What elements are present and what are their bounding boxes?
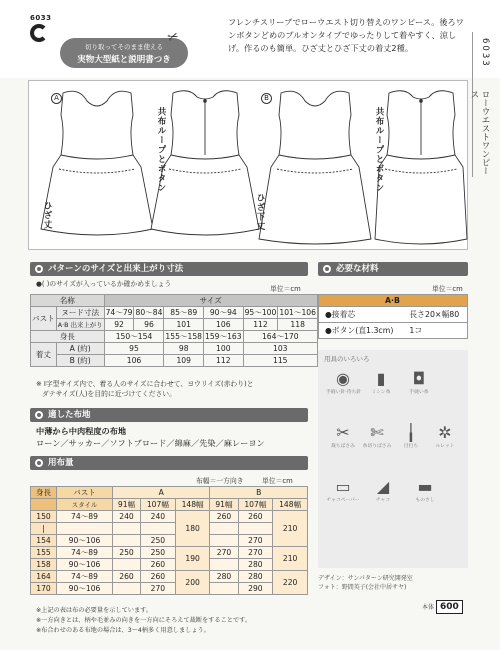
row-b: B (約) [56, 355, 104, 367]
credits [318, 574, 468, 592]
material-interfacing: ●接着芯 [319, 307, 404, 323]
yardage-col-a: A [113, 487, 210, 499]
table-row: 164 74〜89 260 260 200 280 280 220 [31, 571, 308, 583]
row-height: 身長 [31, 331, 105, 343]
ab-cell: 96 [134, 319, 164, 331]
material-button: ●ボタン(直1.3cm) [319, 323, 404, 339]
promo-line1: 切り取ってそのまま使える [85, 43, 163, 51]
size-table [30, 294, 318, 367]
row-length: 着丈 [31, 343, 57, 367]
tracing-wheel-icon: ✲ [438, 423, 452, 442]
price-prefix: 本体 [422, 604, 435, 611]
chalk-icon: ◢ [376, 477, 390, 496]
height-cell: 159〜163 [205, 332, 242, 341]
price-badge: 600 [436, 600, 463, 614]
tool-item: ▬ ものさし [408, 476, 442, 504]
tool-item: ◉ 手縫い針·待ち針 [326, 369, 362, 395]
tool-item: ✂ 裁ちばさみ [326, 422, 360, 450]
yardage-unit-note: 布幅＝一方向き [196, 477, 244, 485]
length-b-cell: 106 [104, 355, 164, 367]
length-b-cell: 109 [164, 355, 204, 367]
yardage-note: ※一方向きとは、柄や毛並みの向きを一方向にそろえて裁断をすることです。 [36, 617, 252, 624]
loop-button-label-a: 共布ループとボタン [156, 107, 166, 193]
thread-scissors-icon: ✄ [370, 423, 384, 442]
materials-unit: 単位＝cm [432, 285, 463, 293]
pattern-code: 6033 [30, 14, 52, 22]
nude-cell: 74〜79 [105, 308, 133, 317]
tool-item: ▭ チャコペーパー [326, 477, 360, 503]
dress-a-front [41, 91, 153, 235]
width-cell: 91幅 [210, 499, 238, 511]
nude-cell: 80〜84 [135, 308, 163, 317]
tool-item: ◘ 手縫い糸 [402, 368, 436, 396]
width-cell: 148幅 [175, 499, 210, 511]
fabric-list: ローン／サッカー／ソフトブロード／綿麻／先染／麻レーヨン [36, 438, 265, 448]
size-col-size: サイズ [104, 295, 317, 307]
table-row: | [31, 523, 308, 535]
loop-button-label-b: 共布ループとボタン [374, 107, 384, 193]
nude-cell: 101〜106 [279, 308, 316, 317]
yardage-section-header: 用布量 [30, 456, 308, 470]
length-b-cell: 115 [243, 355, 317, 367]
table-row: 170 90〜106 270 290 [31, 583, 308, 595]
length-a-cell: 98 [164, 343, 204, 355]
width-cell: 107幅 [141, 499, 176, 511]
button-mark-a [203, 99, 207, 103]
spine-label [469, 32, 494, 177]
button-mark-b [419, 99, 423, 103]
row-bust: バスト [31, 307, 57, 331]
table-row: 154 90〜106 250 270 [31, 535, 308, 547]
row-ab-finished: A·B 出来上がり [56, 319, 104, 331]
yardage-note: ※布合わせのある布地の場合は、3〜4柄多く用意しましょう。 [36, 627, 210, 634]
width-cell: 91幅 [113, 499, 141, 511]
credit-photo: フォト：野間英子(会社中居サヤ) [318, 584, 407, 591]
below-knee-length-label: ひざ下丈 [255, 193, 265, 231]
header [0, 0, 500, 78]
fabric-section-header: 適した布地 [30, 408, 308, 422]
size-note-2: ダテサイズ(人)を目的に近づけてください。 [42, 390, 176, 398]
fabric-heading: 中薄から中肉程度の布地 [36, 426, 127, 436]
brand-logo-icon [30, 24, 48, 42]
ab-cell: 118 [278, 319, 318, 331]
height-cell: 155〜158 [165, 332, 202, 341]
tool-item: ✲ ルレット [428, 422, 462, 450]
description: フレンチスリーブでローウエスト切り替えのワンピース。後ろワンボタンどめのプルオンタイプでゆったりして着やすく、涼しげ。作るのも簡単。ひざ丈とひざ下丈の着丈2種。 [228, 17, 464, 53]
yardage-col-bust: バスト [57, 487, 113, 499]
size-note-1: ※ I字型サイズ内で、着る人のサイズに合わせて、ヨウリイズ(赤わり)と [36, 380, 254, 388]
yardage-unit: 単位＝cm [262, 477, 293, 485]
ab-cell: 106 [204, 319, 244, 331]
height-cell: 150〜154 [104, 331, 164, 343]
row-a: A (約) [56, 343, 104, 355]
materials-table [318, 294, 468, 339]
yardage-col-b: B [210, 487, 308, 499]
yardage-notes [36, 606, 316, 636]
nude-cell: 85〜89 [164, 307, 204, 319]
spool-icon: ◘ [412, 369, 426, 388]
row-nude: ヌード寸法 [56, 307, 104, 319]
dress-b-front [259, 91, 371, 244]
height-cell: 164〜170 [243, 331, 317, 343]
ruler-icon: ▬ [417, 477, 433, 496]
awl-icon: ╽ [406, 423, 416, 442]
table-row: 155 74〜89 250 250 190 270 270 210 [31, 547, 308, 559]
scissors-icon: ✂ [336, 423, 350, 442]
length-a-cell: 103 [243, 343, 317, 355]
nude-cell: 95〜100 [244, 308, 277, 317]
length-a-cell: 100 [204, 343, 244, 355]
material-interfacing-value: 長さ20×幅80 [403, 307, 467, 323]
tool-item: ◢ チャコ [366, 476, 400, 504]
tools-title: 用具のいろいろ [324, 355, 370, 363]
spine-number: 6033 [480, 38, 490, 68]
nude-cell: 90〜94 [204, 307, 244, 319]
tool-item: ✄ 糸切りばさみ [360, 422, 394, 450]
tool-item: ▮ ミシン糸 [364, 368, 398, 396]
length-a-cell: 95 [104, 343, 164, 355]
size-unit: 単位＝cm [270, 285, 301, 293]
dress-illustration-panel [28, 80, 468, 250]
thread-icon: ▮ [376, 369, 386, 388]
ab-cell: 92 [104, 319, 134, 331]
pincushion-icon: ◉ [336, 369, 350, 388]
width-cell: 107幅 [238, 499, 273, 511]
credit-design: デザイン：サンパターン研究開発室 [318, 575, 413, 582]
tool-item: ╽ 目打ち [394, 422, 428, 450]
tools-panel [318, 350, 468, 568]
scissors-icon: ✂ [165, 28, 182, 47]
table-row: 150 74〜89 240 240 180 260 260 210 [31, 511, 308, 523]
ab-cell: 112 [243, 319, 278, 331]
promo-line2: 実物大型紙と説明書つき [77, 55, 171, 65]
material-button-value: 1コ [403, 323, 467, 339]
ab-cell: 101 [164, 319, 204, 331]
dress-drawings [29, 81, 469, 251]
length-b-cell: 112 [204, 355, 244, 367]
size-col-name: 名称 [31, 295, 105, 307]
style-b-badge: B [261, 93, 272, 104]
width-cell: 148幅 [273, 499, 308, 511]
spine-title: ローウエストワンピース [469, 90, 490, 175]
knee-length-label: ひざ丈 [42, 201, 52, 230]
size-subtitle: ●( )のサイズが入っているか確かめましょう [36, 280, 172, 288]
chalk-paper-icon: ▭ [335, 477, 351, 496]
yardage-table [30, 486, 308, 595]
yardage-note: ※上記の表は布の必要量を示しています。 [36, 607, 153, 614]
yardage-col-height: 身長 [31, 487, 57, 499]
materials-col-ab: A·B [319, 295, 468, 307]
table-row: 158 90〜106 260 280 [31, 559, 308, 571]
style-a-badge: A [51, 93, 62, 104]
materials-section-header: 必要な材料 [318, 262, 468, 276]
yardage-col-style: スタイル [57, 499, 113, 511]
size-section-header: パターンのサイズと出来上がり寸法 [30, 262, 308, 276]
